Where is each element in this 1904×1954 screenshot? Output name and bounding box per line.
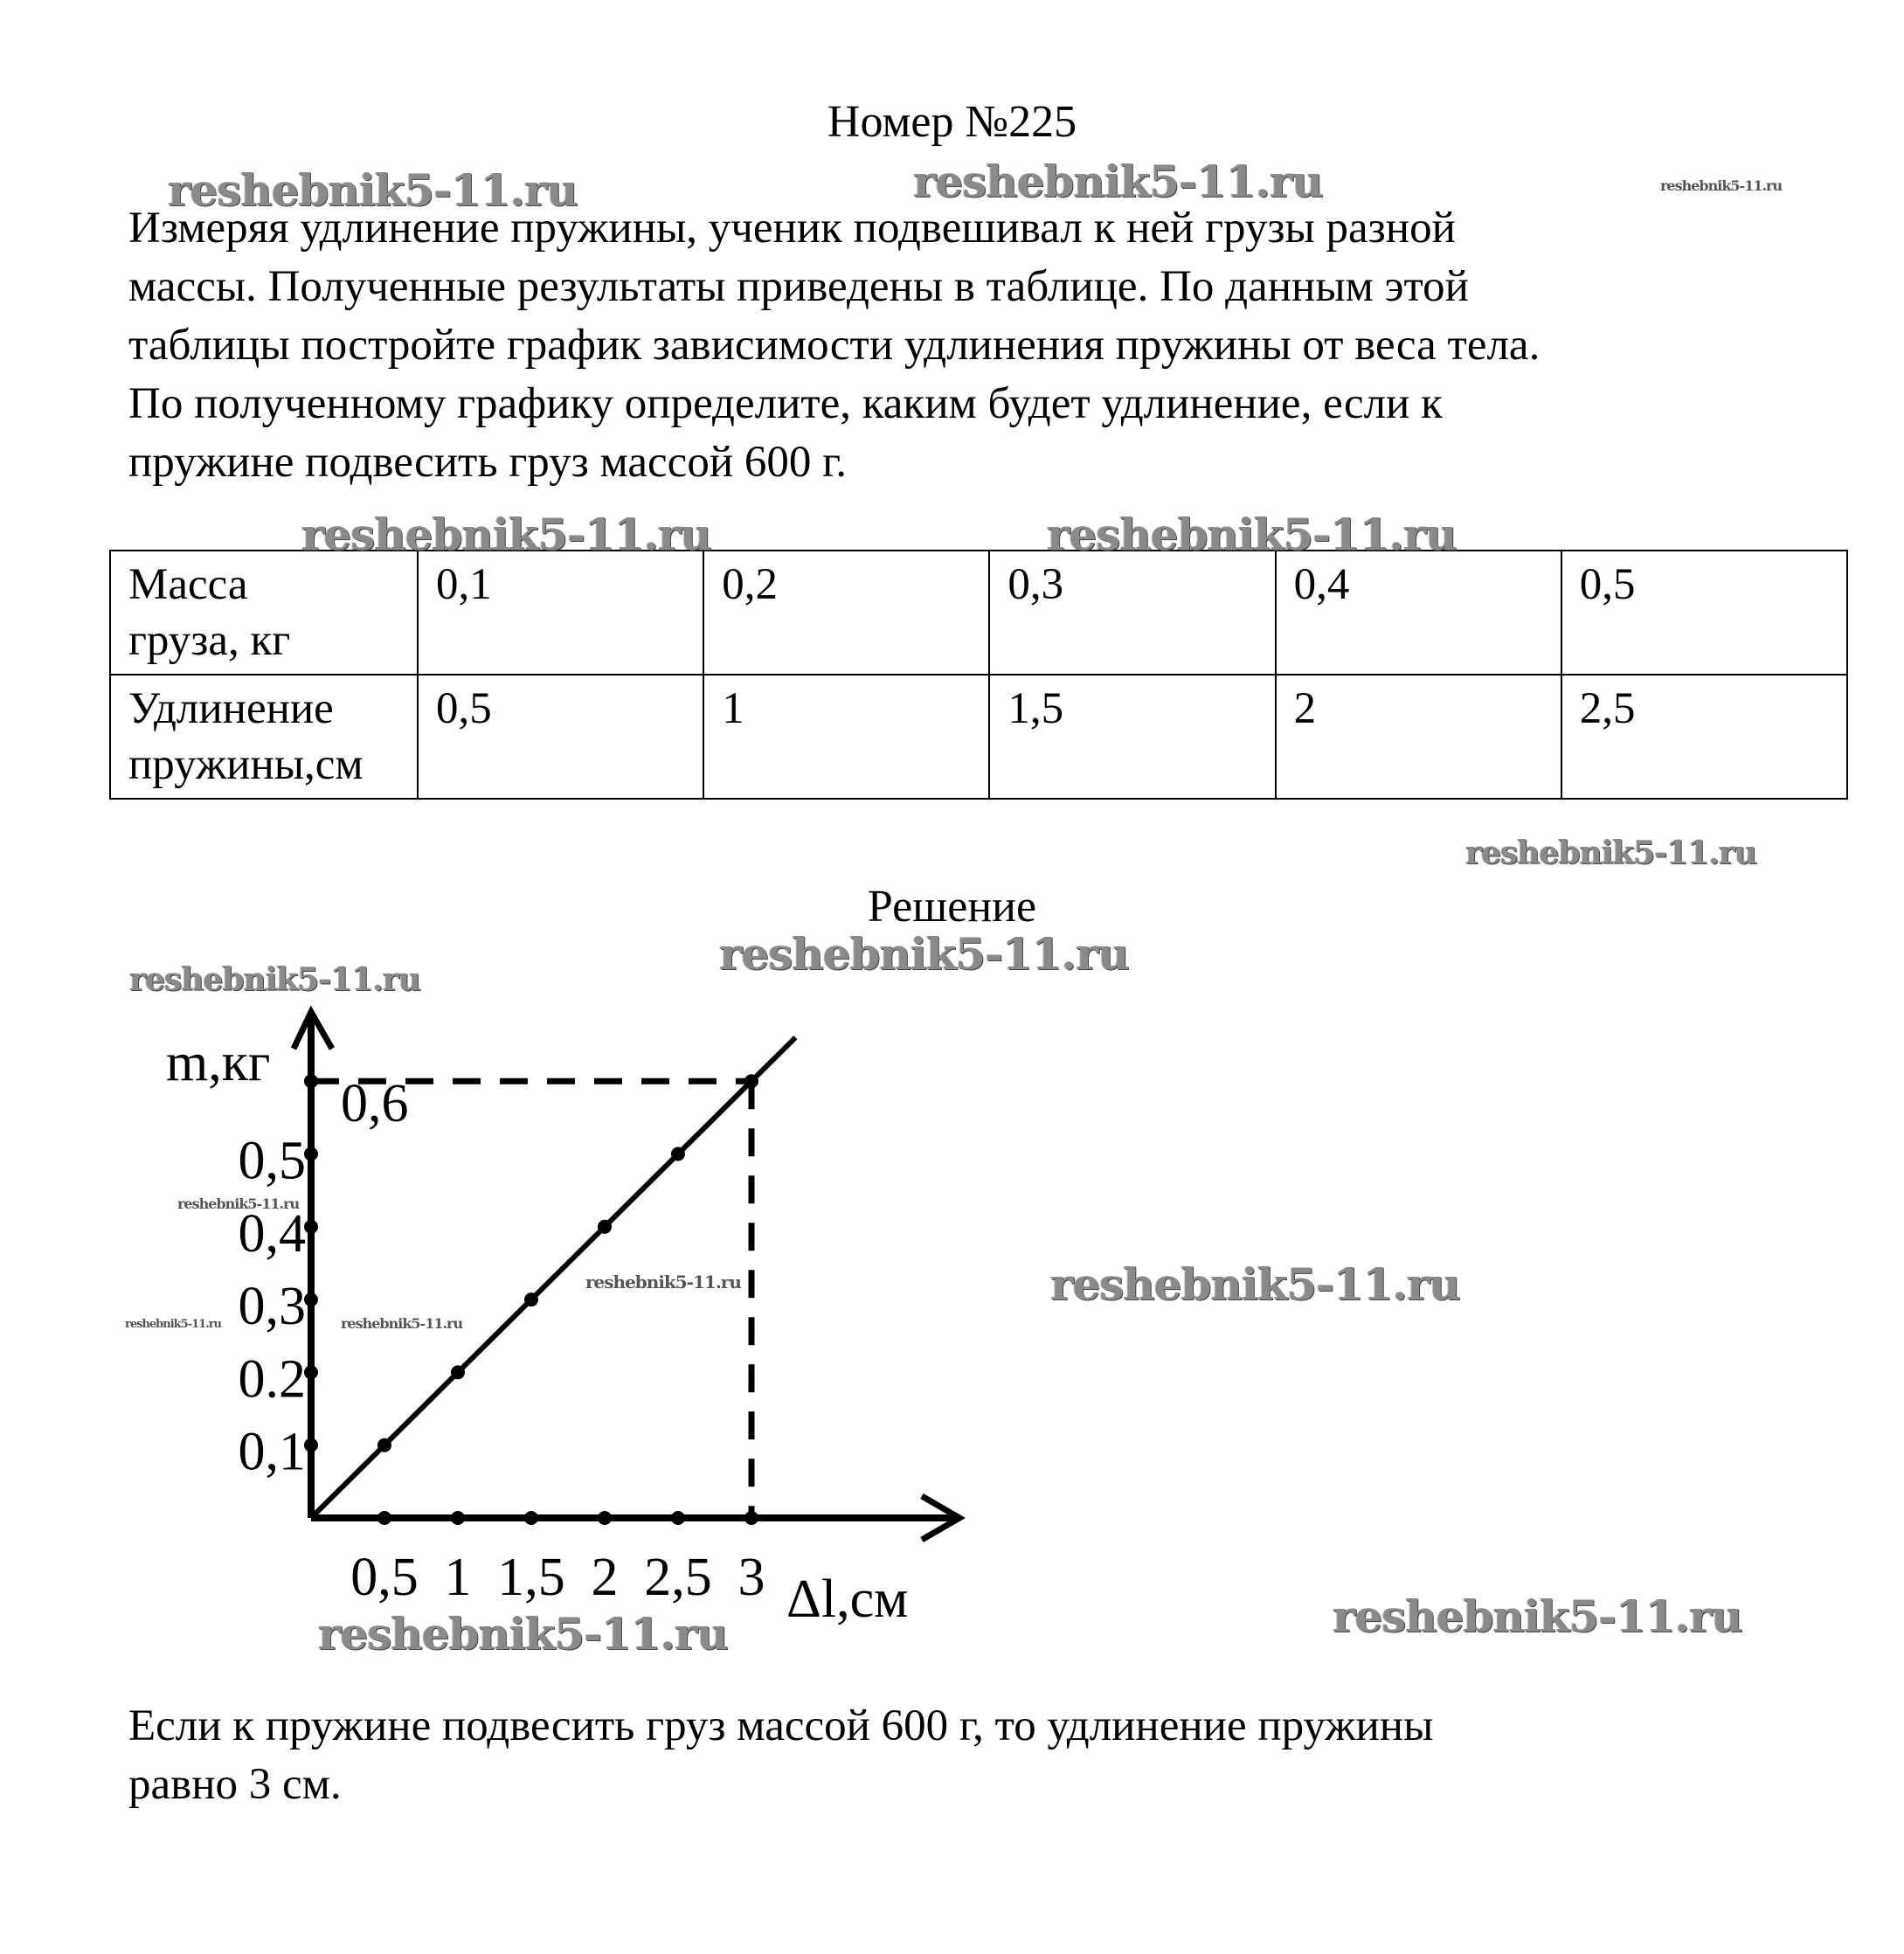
- row-header-line: пружины,см: [128, 740, 363, 789]
- table-cell: 0,2: [703, 551, 989, 675]
- solution-heading: Решение: [867, 882, 1037, 932]
- y-tick-label: 0,4: [238, 1203, 306, 1264]
- watermark: reshebnik5-11.ru: [168, 164, 578, 216]
- y-tick-mark: [304, 1220, 318, 1234]
- watermark: reshebnik5-11.ru: [125, 1318, 222, 1331]
- task-line: пружине подвесить груз массой 600 г.: [128, 438, 848, 487]
- data-point: [451, 1365, 465, 1379]
- watermark: reshebnik5-11.ru: [341, 1315, 463, 1332]
- watermark: reshebnik5-11.ru: [913, 156, 1323, 207]
- watermark: reshebnik5-11.ru: [1465, 835, 1756, 871]
- task-line: По полученному графику определите, каким будет удлинение, если к: [128, 379, 1443, 428]
- page-title: Номер №225: [827, 97, 1077, 147]
- conclusion-text: [128, 1697, 1433, 1814]
- y-tick-label: 0.2: [238, 1349, 306, 1410]
- watermark: reshebnik5-11.ru: [1660, 177, 1783, 194]
- x-tick-mark: [598, 1511, 612, 1525]
- x-tick-mark: [377, 1511, 391, 1525]
- data-point: [744, 1074, 758, 1088]
- x-tick-label: 1,5: [497, 1548, 565, 1607]
- table-cell: 1,5: [989, 675, 1275, 799]
- task-line: Измеряя удлинение пружины, ученик подвешивал к ней грузы разной: [128, 204, 1456, 253]
- table-cell: 0,3: [989, 551, 1275, 675]
- y-tick-label: 0,5: [238, 1131, 306, 1191]
- row-header-line: груза, кг: [128, 616, 291, 665]
- table-cell: 2: [1276, 675, 1561, 799]
- table-cell: 2,5: [1561, 675, 1847, 799]
- table-cell: 0,5: [418, 675, 703, 799]
- x-tick-label: 3: [737, 1548, 765, 1607]
- table-cell: 0,4: [1276, 551, 1561, 675]
- task-line: массы. Полученные результаты приведены в таблице. По данным этой: [128, 262, 1469, 311]
- watermark: reshebnik5-11.ru: [1333, 1590, 1742, 1642]
- task-line: таблицы постройте график зависимости удлинения пружины от веса тела.: [128, 321, 1541, 370]
- row-header-line: Удлинение: [128, 684, 334, 733]
- y-tick-label: 0,3: [238, 1277, 306, 1337]
- x-tick-label: 0,5: [350, 1548, 419, 1607]
- watermark: reshebnik5-11.ru: [129, 961, 420, 998]
- x-tick-mark: [744, 1511, 758, 1525]
- y-tick-mark: [304, 1365, 318, 1379]
- y-tick-label: 0,6: [341, 1074, 409, 1134]
- watermark: reshebnik5-11.ru: [318, 1608, 728, 1660]
- y-tick-mark: [304, 1147, 318, 1161]
- table-cell: 0,5: [1561, 551, 1847, 675]
- data-point: [524, 1292, 538, 1306]
- watermark: reshebnik5-11.ru: [301, 509, 711, 560]
- x-tick-mark: [671, 1511, 685, 1525]
- watermark: reshebnik5-11.ru: [1050, 1258, 1460, 1310]
- data-point: [671, 1147, 685, 1161]
- x-tick-mark: [451, 1511, 465, 1525]
- x-tick-mark: [524, 1511, 538, 1525]
- table-cell: 0,1: [418, 551, 703, 675]
- watermark: reshebnik5-11.ru: [585, 1271, 741, 1292]
- watermark: reshebnik5-11.ru: [1047, 509, 1457, 560]
- y-tick-label: 0,1: [238, 1422, 306, 1482]
- x-tick-label: 2,5: [644, 1548, 712, 1607]
- x-axis-label: Δl,см: [786, 1569, 909, 1629]
- watermark: reshebnik5-11.ru: [719, 928, 1129, 980]
- row-header-line: Масса: [128, 560, 248, 609]
- y-axis-label: m,кг: [166, 1033, 271, 1092]
- data-point: [598, 1220, 612, 1234]
- conclusion-line: равно 3 см.: [128, 1760, 342, 1809]
- x-tick-label: 1: [444, 1548, 472, 1607]
- y-tick-mark: [304, 1074, 318, 1088]
- watermark: reshebnik5-11.ru: [177, 1195, 300, 1212]
- y-tick-mark: [304, 1438, 318, 1452]
- y-tick-mark: [304, 1292, 318, 1306]
- table-cell: 1: [703, 675, 989, 799]
- x-tick-label: 2: [591, 1548, 619, 1607]
- conclusion-line: Если к пружине подвесить груз массой 600 г, то удлинение пружины: [128, 1701, 1434, 1750]
- data-point: [377, 1438, 391, 1452]
